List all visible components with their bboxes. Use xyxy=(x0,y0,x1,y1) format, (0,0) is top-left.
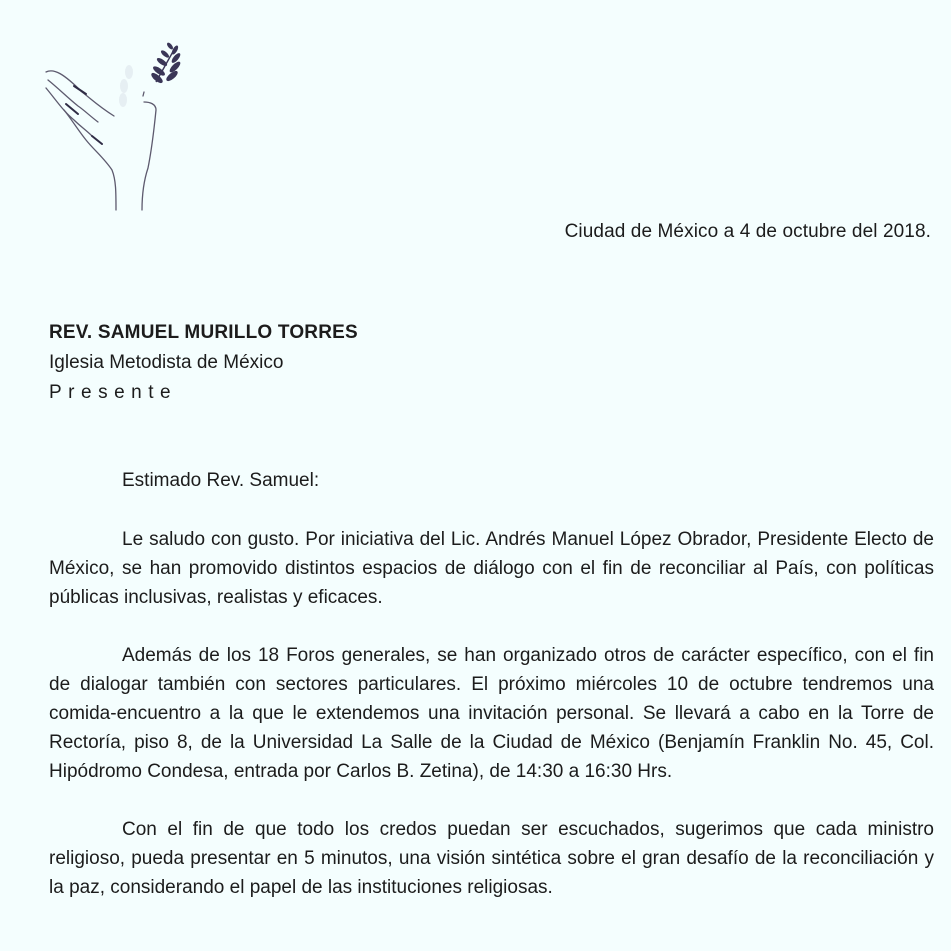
letter-date: Ciudad de México a 4 de octubre del 2018. xyxy=(564,221,931,242)
logo xyxy=(44,40,194,220)
hands-with-olive-branch-icon xyxy=(44,40,194,220)
recipient-block xyxy=(49,318,358,408)
recipient-name: REV. SAMUEL MURILLO TORRES xyxy=(49,322,358,343)
recipient-presente: Presente xyxy=(49,382,178,403)
paragraph-invitation: Además de los 18 Foros generales, se han organizado otros de carácter específico, con el fin de dialogar también con sectores particulares. El próximo miércoles 10 de octubre tendremos una comida-encuentro a la que le extendemos una invitación personal. Se llevará a cabo en la Torre de Rectoría, piso 8, de la Universidad La Salle de la Ciudad de México (Benjamín Franklin No. 45, Col. Hipódromo Condesa, entrada por Carlos B. Zetina), de 14:30 a 16:30 Hrs. xyxy=(49,645,934,782)
paragraph-request: Con el fin de que todo los credos puedan ser escuchados, sugerimos que cada ministro religioso, pueda presentar en 5 minutos, una visión sintética sobre el gran desafío de la reconciliación y la paz, considerando el papel de las instituciones religiosas. xyxy=(49,819,934,898)
greeting: Estimado Rev. Samuel: xyxy=(122,470,320,491)
letter-body xyxy=(49,466,934,931)
recipient-organization: Iglesia Metodista de México xyxy=(49,352,284,373)
paragraph-intro: Le saludo con gusto. Por iniciativa del Lic. Andrés Manuel López Obrador, Presidente Electo de México, se han promovido distintos espacios de diálogo con el fin de reconciliar al País, con políticas públicas inclusivas, realistas y eficaces. xyxy=(49,529,934,608)
